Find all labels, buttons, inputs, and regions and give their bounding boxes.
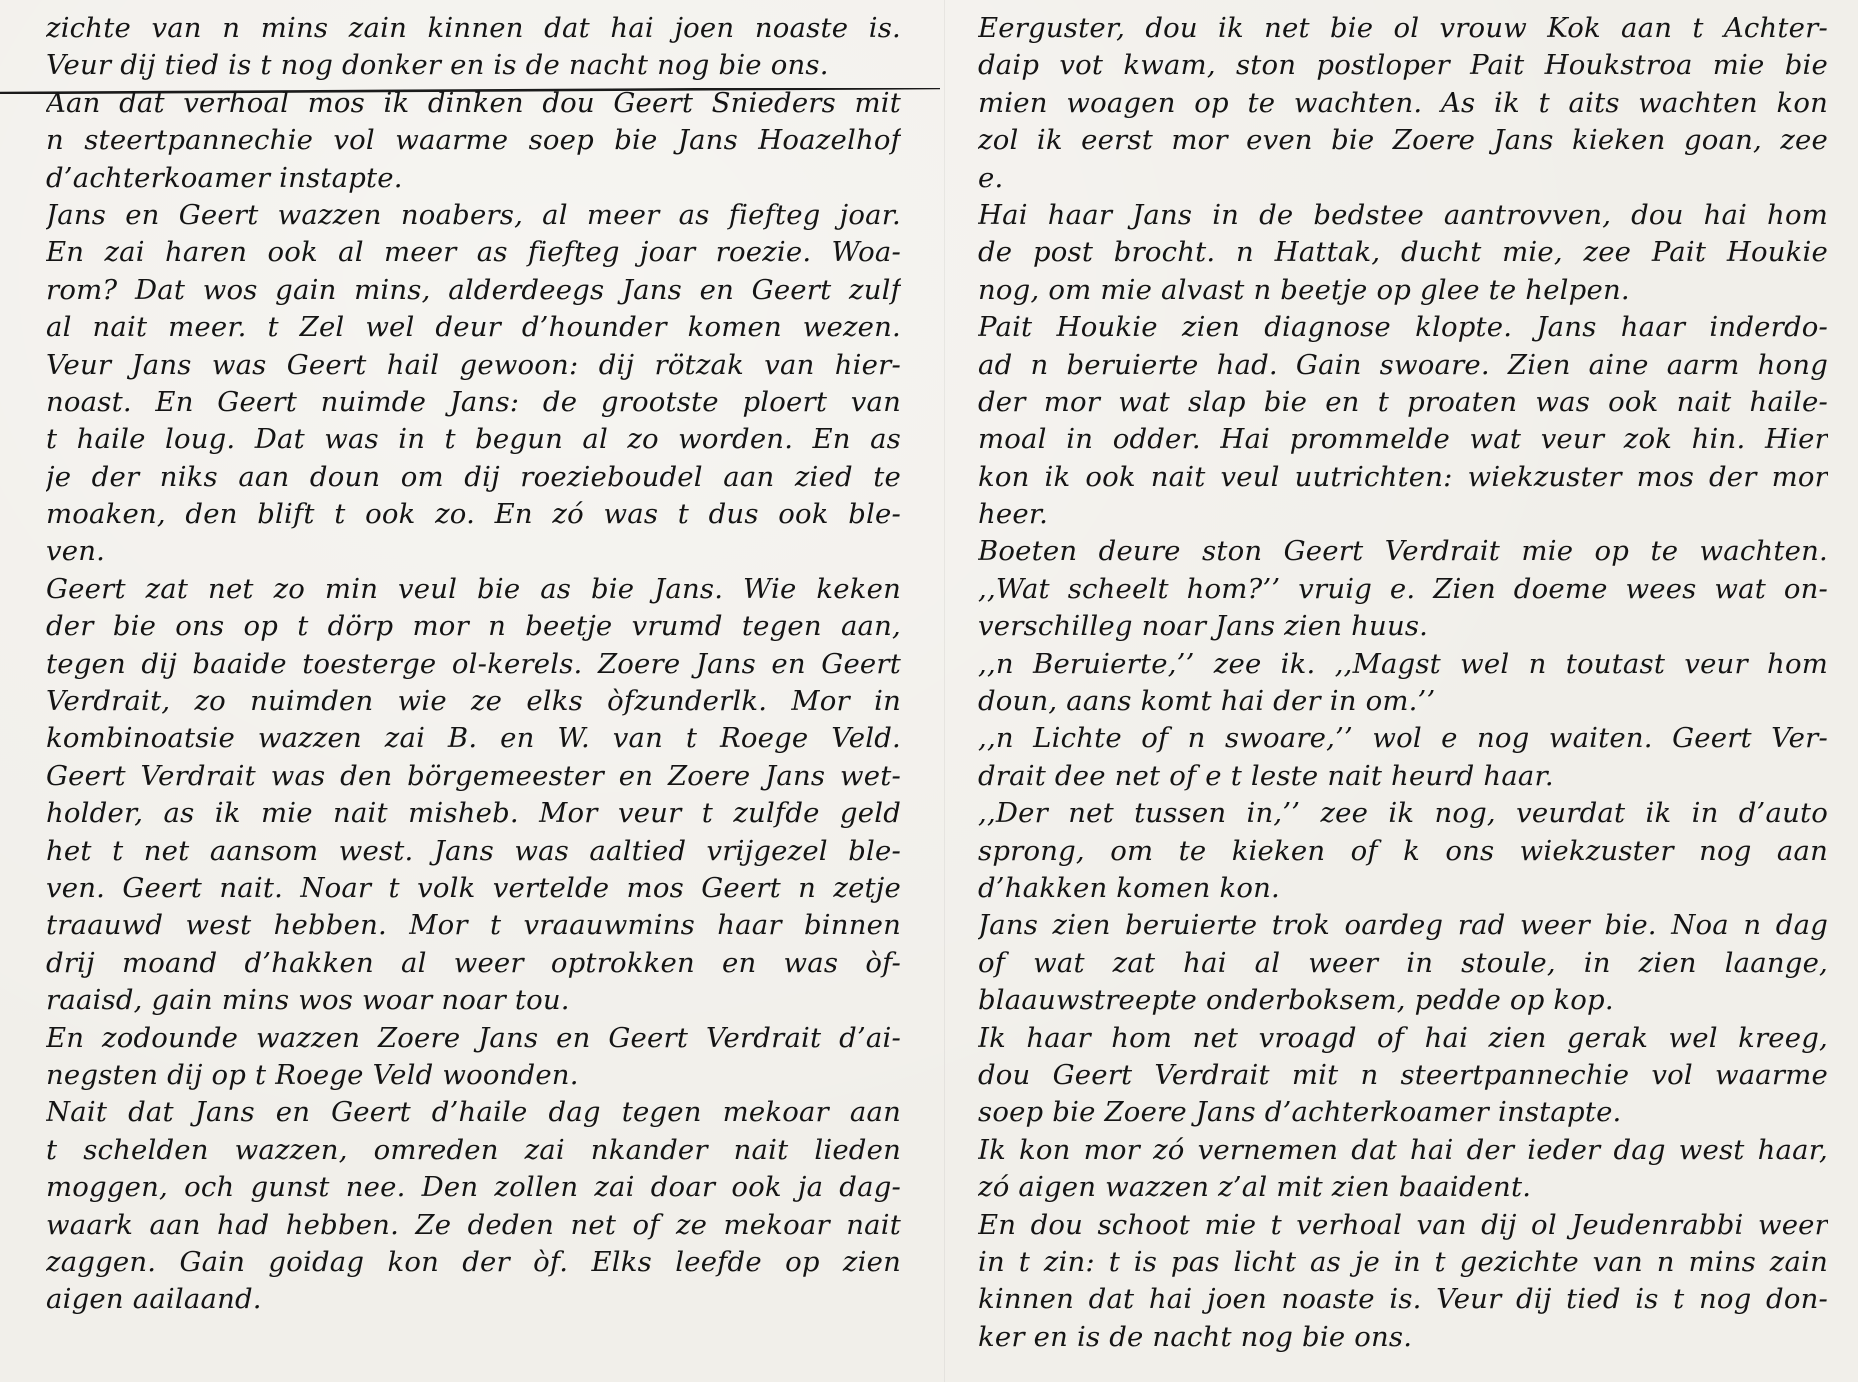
left-column-line: ven. <box>46 535 106 568</box>
left-column-line: moggen, och gunst nee. Den zollen zai doar ook ja dag- <box>46 1171 901 1204</box>
left-column-line: Geert Verdrait was den börgemeester en Zoere Jans wet- <box>46 759 901 792</box>
right-column-line: Jans zien beruierte trok oardeg rad weer bie. Noa n dag <box>978 909 1828 942</box>
right-column-line: of wat zat hai al weer in stoule, in zien laange, <box>978 946 1828 979</box>
right-column-line: de post brocht. n Hattak, ducht mie, zee Pait Houkie <box>978 236 1828 269</box>
left-column-line: zaggen. Gain goidag kon der òf. Elks leefde op zien <box>46 1245 901 1278</box>
left-column-line: Aan dat verhoal mos ik dinken dou Geert Snieders mit <box>46 86 901 119</box>
left-column-line: Veur dij tied is t nog donker en is de nacht nog bie ons. <box>46 49 829 82</box>
right-column-line: Ik kon mor zó vernemen dat hai der ieder dag west haar, <box>978 1133 1828 1166</box>
right-column-line: En dou schoot mie t verhoal van dij ol Jeudenrabbi weer <box>978 1208 1828 1241</box>
right-column-line: verschilleg noar Jans zien huus. <box>978 610 1429 643</box>
left-text-column <box>46 10 901 1319</box>
right-column-line: d’hakken komen kon. <box>978 871 1281 904</box>
left-column-line: Geert zat net zo min veul bie as bie Jans. Wie keken <box>46 572 901 605</box>
left-column-line: kombinoatsie wazzen zai B. en W. van t Roege Veld. <box>46 722 901 755</box>
right-column-line: ad n beruierte had. Gain swoare. Zien aine aarm hong <box>978 348 1828 381</box>
right-column-line: blaauwstreepte onderboksem, pedde op kop. <box>978 984 1614 1017</box>
left-column-line: n steertpannechie vol waarme soep bie Jans Hoazelhof <box>46 124 901 157</box>
right-column-line: moal in odder. Hai prommelde wat veur zok hin. Hier <box>978 423 1828 456</box>
left-column-line: holder, as ik mie nait misheb. Mor veur t zulfde geld <box>46 797 901 830</box>
right-column-line: sprong, om te kieken of k ons wiekzuster nog aan <box>978 834 1828 867</box>
left-column-line: t schelden wazzen, omreden zai nkander nait lieden <box>46 1133 901 1166</box>
right-column-line: ,,Der net tussen in,’’ zee ik nog, veurdat ik in d’auto <box>978 797 1828 830</box>
right-column-line: heer. <box>978 498 1049 531</box>
right-column-line: in t zin: t is pas licht as je in t gezichte van n mins zain <box>978 1245 1828 1278</box>
right-column-line: doun, aans komt hai der in om.’’ <box>978 685 1436 718</box>
left-column-line: negsten dij op t Roege Veld woonden. <box>46 1058 579 1091</box>
right-column-line: mien woagen op te wachten. As ik t aits wachten kon <box>978 86 1828 119</box>
right-column-line: e. <box>978 161 1004 194</box>
left-column-line: En zodounde wazzen Zoere Jans en Geert Verdrait d’ai- <box>46 1021 901 1054</box>
left-column-line: rom? Dat wos gain mins, alderdeegs Jans en Geert zulf <box>46 273 901 306</box>
left-column-line: noast. En Geert nuimde Jans: de grootste ploert van <box>46 385 901 418</box>
left-column-line: t haile loug. Dat was in t begun al zo worden. En as <box>46 423 901 456</box>
left-column-line: zichte van n mins zain kinnen dat hai joen noaste is. <box>46 12 901 44</box>
left-column-line: Nait dat Jans en Geert d’haile dag tegen mekoar aan <box>46 1096 901 1129</box>
left-column-line: traauwd west hebben. Mor t vraauwmins haar binnen <box>46 909 901 942</box>
right-column-line: dou Geert Verdrait mit n steertpannechie vol waarme <box>978 1058 1828 1091</box>
left-column-line: het t net aansom west. Jans was aaltied vrijgezel ble- <box>46 834 901 867</box>
right-column-line: ,,n Beruierte,’’ zee ik. ,,Magst wel n toutast veur hom <box>978 647 1828 680</box>
left-column-line: raaisd, gain mins wos woar noar tou. <box>46 984 570 1017</box>
right-column-line: ker en is de nacht nog bie ons. <box>978 1320 1413 1353</box>
column-gutter <box>944 0 945 1382</box>
left-column-line: ven. Geert nait. Noar t volk vertelde mos Geert n zetje <box>46 871 901 904</box>
right-column-line: ,,Wat scheelt hom?’’ vruig e. Zien doeme wees wat on- <box>978 572 1828 605</box>
left-column-line: tegen dij baaide toesterge ol-kerels. Zoere Jans en Geert <box>46 647 901 680</box>
right-column-line: nog, om mie alvast n beetje op glee te helpen. <box>978 273 1630 306</box>
left-column-line: drij moand d’hakken al weer optrokken en was òf- <box>46 946 901 979</box>
left-column-line: aigen aailaand. <box>46 1283 262 1316</box>
left-column-line: Verdrait, zo nuimden wie ze elks òfzunderlk. Mor in <box>46 685 901 718</box>
right-column-line: Hai haar Jans in de bedstee aantrovven, dou hai hom <box>978 198 1828 231</box>
left-column-line: al nait meer. t Zel wel deur d’hounder komen wezen. <box>46 311 901 344</box>
right-column-line: der mor wat slap bie en t proaten was ook nait haile- <box>978 385 1828 418</box>
right-column-line: ,,n Lichte of n swoare,’’ wol e nog waiten. Geert Ver- <box>978 722 1828 755</box>
left-column-line: Jans en Geert wazzen noabers, al meer as fiefteg joar. <box>46 198 901 231</box>
left-column-line: waark aan had hebben. Ze deden net of ze mekoar nait <box>46 1208 901 1241</box>
right-column-line: soep bie Zoere Jans d’achterkoamer instapte. <box>978 1096 1622 1129</box>
left-column-line: je der niks aan doun om dij roezieboudel aan zied te <box>46 460 901 493</box>
right-column-line: Boeten deure ston Geert Verdrait mie op te wachten. <box>978 535 1828 568</box>
right-column-line: zol ik eerst mor even bie Zoere Jans kieken goan, zee <box>978 124 1828 157</box>
right-column-line: kinnen dat hai joen noaste is. Veur dij tied is t nog don- <box>978 1283 1828 1316</box>
right-text-column <box>978 10 1828 1356</box>
left-column-line: der bie ons op t dörp mor n beetje vrumd tegen aan, <box>46 610 901 643</box>
right-column-line: Eerguster, dou ik net bie ol vrouw Kok aan t Achter- <box>978 12 1828 44</box>
left-column-line: En zai haren ook al meer as fiefteg joar roezie. Woa- <box>46 236 901 269</box>
right-column-line: Ik haar hom net vroagd of hai zien gerak wel kreeg, <box>978 1021 1828 1054</box>
right-column-line: kon ik ook nait veul uutrichten: wiekzuster mos der mor <box>978 460 1828 493</box>
right-column-line: zó aigen wazzen z’al mit zien baaident. <box>978 1171 1532 1204</box>
right-column-line: drait dee net of e t leste nait heurd haar. <box>978 759 1554 792</box>
left-column-line: moaken, den blift t ook zo. En zó was t dus ook ble- <box>46 498 901 531</box>
left-column-line: Veur Jans was Geert hail gewoon: dij rötzak van hier- <box>46 348 901 381</box>
right-column-line: daip vot kwam, ston postloper Pait Houkstroa mie bie <box>978 49 1828 82</box>
left-column-line: d’achterkoamer instapte. <box>46 161 403 194</box>
right-column-line: Pait Houkie zien diagnose klopte. Jans haar inderdo- <box>978 311 1828 344</box>
